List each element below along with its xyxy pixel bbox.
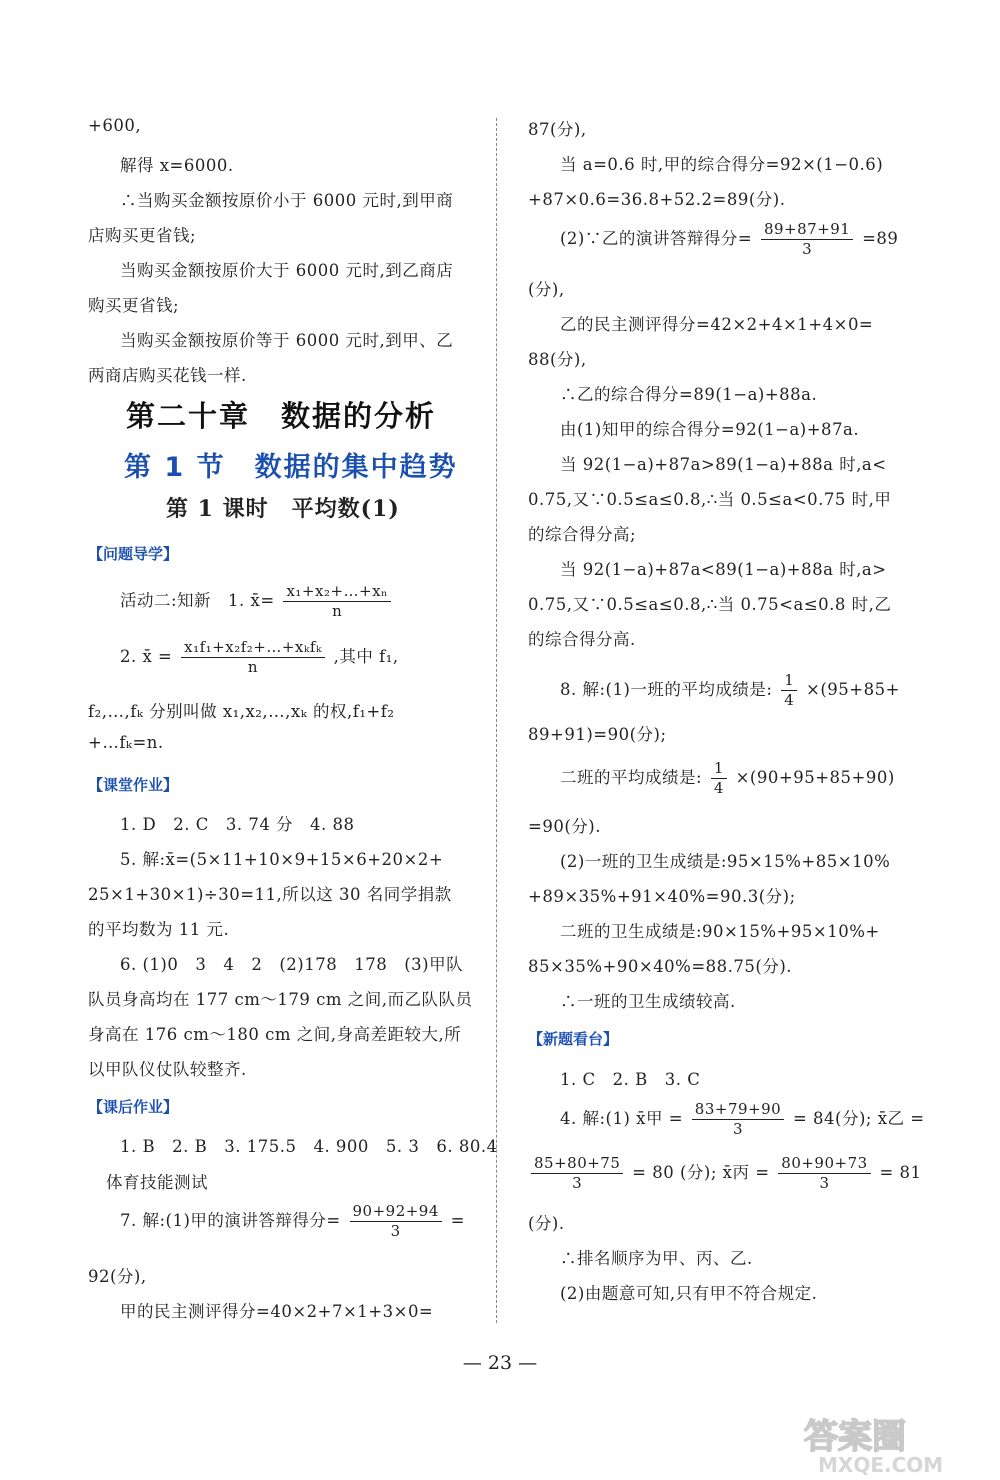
text-line: 0.75,又∵0.5≤a≤0.8,∴当 0.5≤a<0.75 时,甲 [528, 490, 892, 509]
answer-line: 的平均数为 11 元. [88, 920, 230, 939]
fraction [761, 220, 853, 259]
fraction-denominator: 3 [732, 1120, 744, 1138]
fraction-numerator: x₁+x₂+…+xₙ [283, 582, 391, 602]
answer-text: = 81 [879, 1163, 922, 1182]
text-line: f₂,…,fₖ 分别叫做 x₁,x₂,…,xₖ 的权,f₁+f₂ [88, 702, 395, 721]
fraction-numerator: 85+80+75 [531, 1154, 623, 1174]
section-title: 第 1 节 数据的集中趋势 [124, 452, 458, 483]
text-line: 0.75,又∵0.5≤a≤0.8,∴当 0.75<a≤0.8 时,乙 [528, 595, 892, 614]
answer-line: 1. C 2. B 3. C [560, 1070, 701, 1089]
text-line: 购买更省钱; [88, 296, 180, 315]
section-tag-class-work: 【课堂作业】 [88, 776, 179, 794]
text-line: 当购买金额按原价等于 6000 元时,到甲、乙 [120, 331, 454, 350]
chapter-title: 第二十章 数据的分析 [126, 399, 437, 433]
answer-text: = [450, 1211, 465, 1230]
answer-text: 8. 解:(1)一班的平均成绩是: [560, 680, 773, 699]
fraction [778, 1154, 870, 1193]
fraction-numerator: 89+87+91 [761, 220, 853, 240]
text-line: (2)由题意可知,只有甲不符合规定. [560, 1284, 818, 1303]
text-line: 的综合得分高; [528, 525, 637, 544]
text-line: 乙的民主测评得分=42×2+4×1+4×0= [560, 315, 874, 334]
text-line: 当 92(1−a)+87a<89(1−a)+88a 时,a> [560, 560, 887, 579]
fraction-denominator: n [247, 658, 259, 676]
fraction-numerator: 90+92+94 [350, 1202, 442, 1222]
answer-line: 身高在 176 cm～180 cm 之间,身高差距较大,所 [88, 1025, 462, 1044]
text-line: +89×35%+91×40%=90.3(分); [528, 887, 796, 906]
fraction-denominator: n [332, 602, 343, 620]
answer-line: 1. D 2. C 3. 74 分 4. 88 [120, 815, 355, 834]
formula-weighted-mean [88, 638, 399, 677]
answer-line: 6. (1)0 3 4 2 (2)178 178 (3)甲队 [120, 955, 464, 974]
fraction-denominator: 3 [802, 240, 813, 258]
text-line: 两商店购买花钱一样. [88, 366, 247, 385]
answer-line-fraction [528, 1100, 925, 1139]
text-line: 当 a=0.6 时,甲的综合得分=92×(1−0.6) [560, 155, 884, 174]
answer-line-fraction [528, 1154, 922, 1193]
text-line: 88(分), [528, 350, 587, 369]
fraction [181, 638, 325, 677]
fraction-numerator: x₁f₁+x₂f₂+…+xₖfₖ [181, 638, 325, 658]
answer-line: 5. 解:x̄=(5×11+10×9+15×6+20×2+ [120, 850, 444, 869]
watermark-url: MXQE.COM [818, 1453, 944, 1476]
formula-mean [88, 582, 394, 621]
text-line: 当购买金额按原价大于 6000 元时,到乙商店 [120, 261, 454, 280]
fraction-numerator: 1 [781, 671, 797, 691]
fraction-denominator: 4 [713, 779, 724, 797]
fraction-numerator: 83+79+90 [692, 1100, 784, 1120]
watermark-graphic [796, 1410, 986, 1476]
answer-line: 甲的民主测评得分=40×2+7×1+3×0= [120, 1302, 434, 1321]
fraction-denominator: 3 [572, 1174, 583, 1192]
text-line: ∴当购买金额按原价小于 6000 元时,到甲商 [120, 191, 454, 210]
text-line: +87×0.6=36.8+52.2=89(分). [528, 190, 786, 209]
answer-text: = 80 (分); x̄丙 = [632, 1163, 770, 1182]
fraction-numerator: 1 [711, 759, 727, 779]
answer-line-fraction [528, 759, 895, 798]
answer-text: =89 [862, 229, 899, 248]
section-tag-homework: 【课后作业】 [88, 1098, 179, 1116]
fraction [531, 1154, 623, 1193]
watermark-logo [796, 1410, 986, 1476]
formula-label: 活动二:知新 1. x̄= [120, 591, 275, 610]
text-line: (分). [528, 1214, 565, 1233]
text-line: (2)一班的卫生成绩是:95×15%+85×10% [560, 852, 891, 871]
text-line: 的综合得分高. [528, 630, 636, 649]
fraction-denominator: 3 [819, 1174, 830, 1192]
answer-text: ×(90+95+85+90) [735, 768, 895, 787]
fraction [711, 759, 727, 798]
answer-text: = 84(分); x̄乙 = [792, 1109, 925, 1128]
answer-line: 25×1+30×1)÷30=11,所以这 30 名同学捐款 [88, 885, 452, 904]
answer-line: 以甲队仪仗队较整齐. [88, 1060, 247, 1079]
text-line: ∴一班的卫生成绩较高. [560, 992, 736, 1011]
fraction-denominator: 3 [390, 1222, 401, 1240]
fraction [350, 1202, 442, 1241]
text-line: 二班的卫生成绩是:90×15%+95×10%+ [560, 922, 880, 941]
answer-line: 1. B 2. B 3. 175.5 4. 900 5. 3 6. 80.4 [120, 1137, 498, 1156]
answer-text: (2)∵乙的演讲答辩得分= [560, 229, 753, 248]
answer-text: ×(95+85+ [806, 680, 900, 699]
answer-text: 二班的平均成绩是: [560, 768, 703, 787]
section-tag-new-questions: 【新题看台】 [528, 1030, 619, 1048]
lesson-title: 第 1 课时 平均数(1) [166, 496, 400, 522]
answer-line: 体育技能测试 [106, 1173, 208, 1192]
fraction-numerator: 80+90+73 [778, 1154, 870, 1174]
answer-text: 7. 解:(1)甲的演讲答辩得分= [120, 1211, 341, 1230]
text-line: +600, [88, 116, 142, 135]
fraction [781, 671, 797, 710]
watermark-text: 答案圈 [804, 1417, 906, 1457]
text-line: 由(1)知甲的综合得分=92(1−a)+87a. [560, 420, 860, 439]
text-line: 解得 x=6000. [120, 156, 234, 175]
text-line: (分), [528, 280, 565, 299]
text-line: ∴乙的综合得分=89(1−a)+88a. [560, 385, 818, 404]
text-line: 当 92(1−a)+87a>89(1−a)+88a 时,a< [560, 455, 887, 474]
answer-line-fraction [88, 1202, 465, 1241]
formula-label: 2. x̄ = [120, 647, 173, 666]
text-line: 89+91)=90(分); [528, 725, 667, 744]
fraction [283, 582, 391, 621]
fraction [692, 1100, 784, 1139]
answer-line-fraction [528, 671, 900, 710]
section-tag-problem-guide: 【问题导学】 [88, 545, 179, 563]
answer-text: 4. 解:(1) x̄甲 = [560, 1109, 684, 1128]
text-line: 店购买更省钱; [88, 226, 197, 245]
answer-line: 92(分), [88, 1267, 147, 1286]
page-number: — 23 — [462, 1352, 538, 1374]
fraction-denominator: 4 [784, 691, 795, 709]
text-line: 87(分), [528, 120, 587, 139]
answer-line-fraction [528, 220, 898, 259]
formula-tail: ,其中 f₁, [333, 647, 399, 666]
text-line: 85×35%+90×40%=88.75(分). [528, 957, 792, 976]
text-line: +…fₖ=n. [88, 733, 164, 752]
text-line: ∴排名顺序为甲、丙、乙. [560, 1249, 753, 1268]
text-line: =90(分). [528, 817, 601, 836]
answer-line: 队员身高均在 177 cm～179 cm 之间,而乙队队员 [88, 990, 473, 1009]
